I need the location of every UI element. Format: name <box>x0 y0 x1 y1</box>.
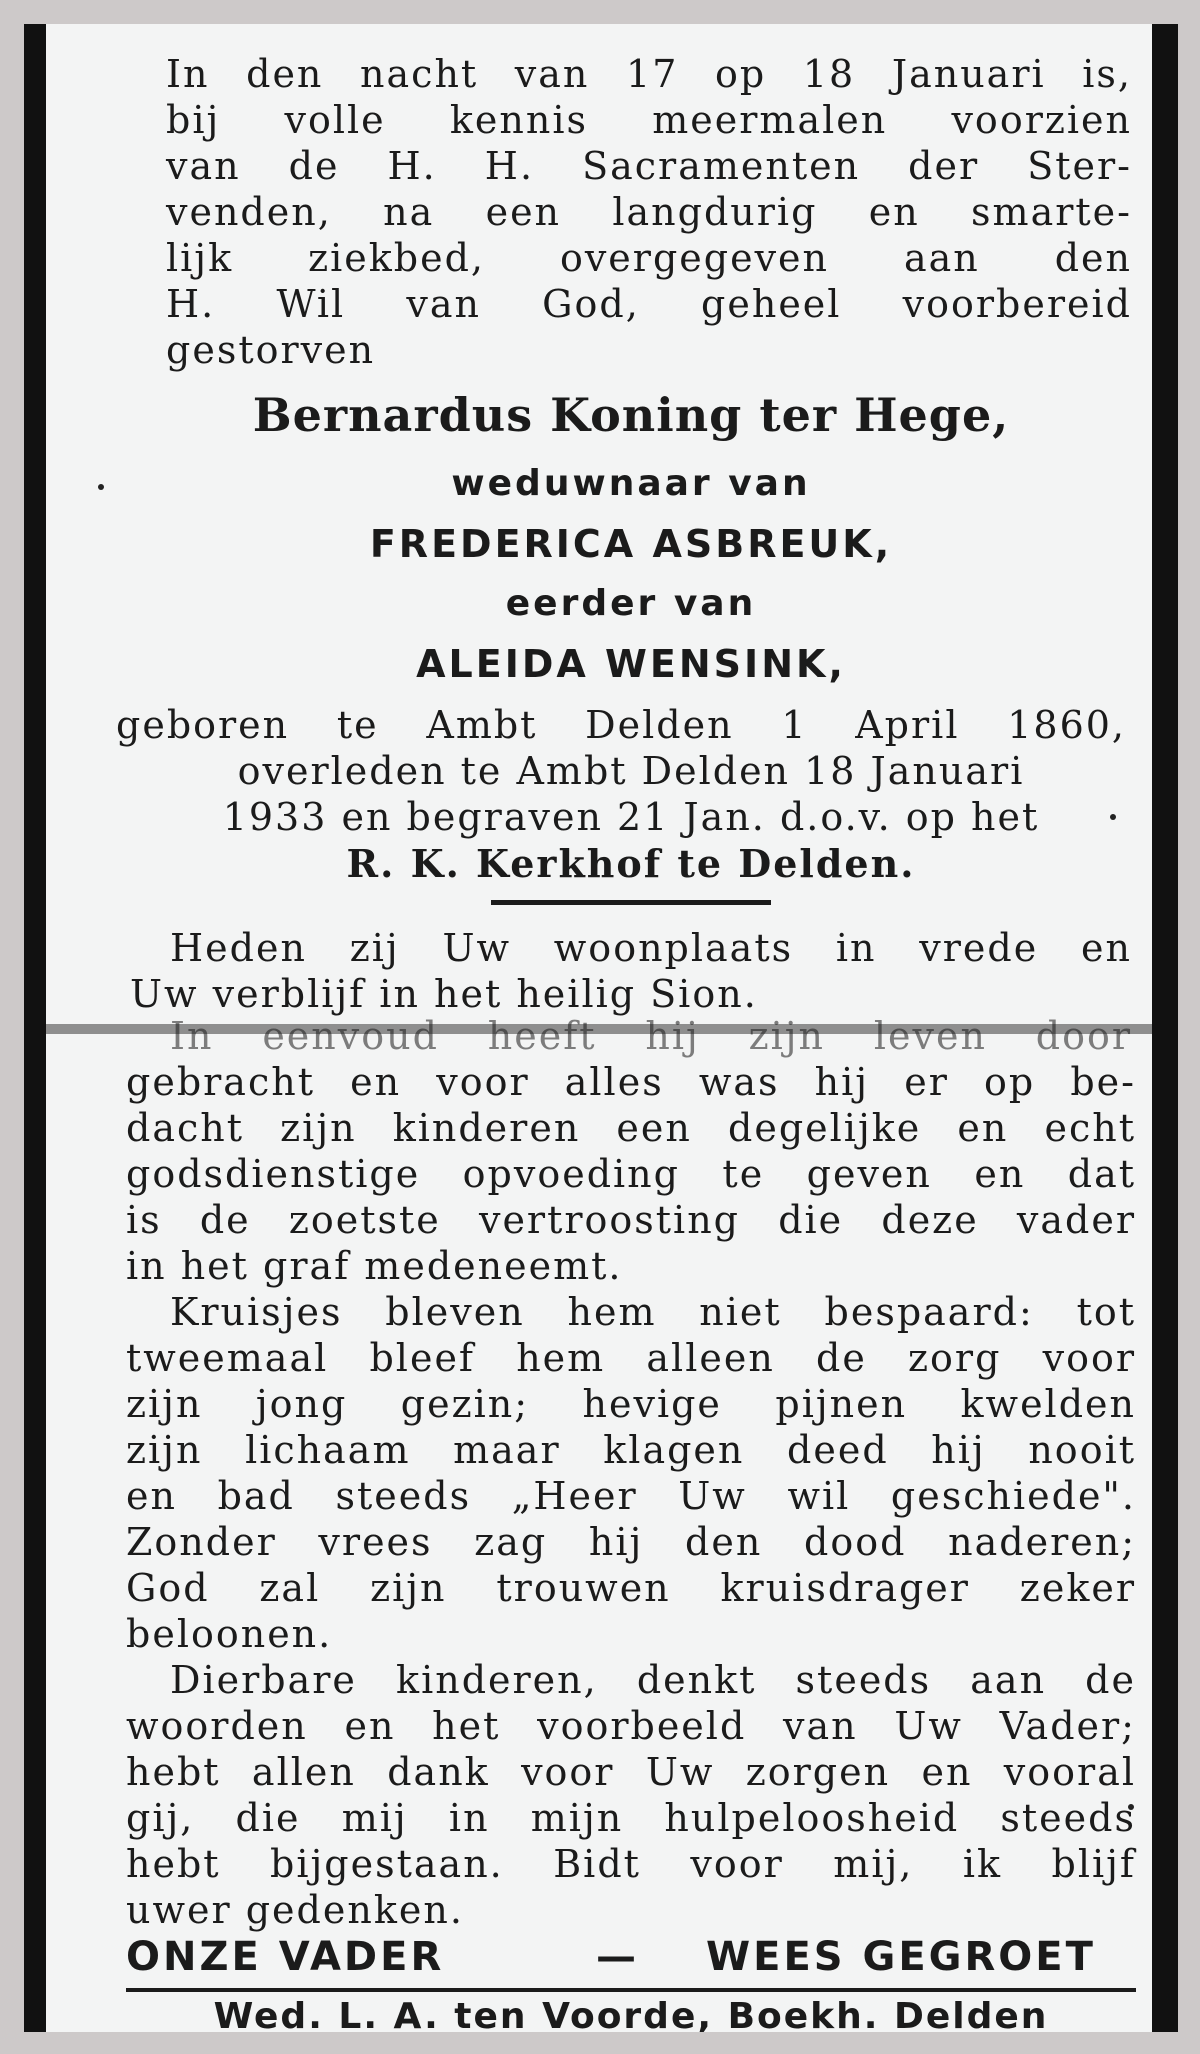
deceased-name: Bernardus Koning ter Hege, <box>252 388 1010 442</box>
prayer-right: WEES GEGROET <box>706 1934 1096 1980</box>
dates-line: geboren te Ambt Delden 1 April 1860, <box>116 703 1126 747</box>
paragraph-2-line: zijn jong gezin; hevige pijnen kwelden <box>126 1382 1136 1426</box>
intro-line: van de H. H. Sacramenten der Ster- <box>166 144 1132 188</box>
paragraph-2-line: Kruisjes bleven hem niet bespaard: tot <box>170 1290 1136 1334</box>
paragraph-2-line: en bad steeds „Heer Uw wil geschiede". <box>126 1474 1136 1518</box>
verse-line: Uw verblijf in het heilig Sion. <box>130 972 758 1016</box>
earlier-label: eerder van <box>505 583 757 624</box>
paragraph-2-line: beloonen. <box>126 1612 333 1656</box>
paragraph-3-line: hebt allen dank voor Uw zorgen en vooral <box>126 1750 1136 1794</box>
paragraph-1-line: in het graf medeneemt. <box>126 1244 623 1288</box>
paragraph-1-line: godsdienstige opvoeding te geven en dat <box>126 1152 1136 1196</box>
prayer-dash: — <box>596 1934 639 1980</box>
paragraph-3-line: Dierbare kinderen, denkt steeds aan de <box>170 1658 1136 1702</box>
paragraph-1-line: In eenvoud heeft hij zijn leven door <box>170 1014 1132 1058</box>
printer-credit: Wed. L. A. ten Voorde, Boekh. Delden <box>213 1996 1049 2032</box>
dates-line: R. K. Kerkhof te Delden. <box>346 841 916 886</box>
intro-line: lijk ziekbed, overgegeven aan den <box>166 236 1132 280</box>
paragraph-2-line: God zal zijn trouwen kruisdrager zeker <box>126 1566 1136 1610</box>
paragraph-3-line: hebt bijgestaan. Bidt voor mij, ik blijf <box>126 1842 1136 1886</box>
paragraph-2-line: tweemaal bleef hem alleen de zorg voor <box>126 1336 1136 1380</box>
paragraph-2-line: zijn lichaam maar klagen deed hij nooit <box>126 1428 1136 1472</box>
paragraph-1-line: gebracht en voor alles was hij er op be- <box>126 1060 1136 1104</box>
spouse-1-name: FREDERICA ASBREUK, <box>369 522 893 566</box>
widower-label: weduwnaar van <box>451 463 811 504</box>
verse-line: Heden zij Uw woonplaats in vrede en <box>170 926 1132 970</box>
intro-line: In den nacht van 17 op 18 Januari is, <box>166 52 1132 96</box>
paragraph-1-line: dacht zijn kinderen een degelijke en echt <box>126 1106 1136 1150</box>
paragraph-2-line: Zonder vrees zag hij den dood naderen; <box>126 1520 1136 1564</box>
intro-line: H. Wil van God, geheel voorbereid <box>166 282 1132 326</box>
spouse-2-name: ALEIDA WENSINK, <box>416 642 846 686</box>
intro-line: bij volle kennis meermalen voorzien <box>166 98 1132 142</box>
memorial-card <box>24 24 1178 2032</box>
intro-line: gestorven <box>166 328 376 372</box>
separator-rule <box>491 900 771 905</box>
intro-line: venden, na een langdurig en smarte- <box>166 190 1132 234</box>
paragraph-3-line: gij, die mij in mijn hulpeloosheid steeds <box>126 1796 1136 1840</box>
dates-line: 1933 en begraven 21 Jan. d.o.v. op het <box>222 795 1040 839</box>
prayer-left: ONZE VADER <box>126 1934 445 1980</box>
speck <box>98 484 104 490</box>
paragraph-3-line: woorden en het voorbeeld van Uw Vader; <box>126 1704 1136 1748</box>
dates-line: overleden te Ambt Delden 18 Januari <box>237 749 1025 793</box>
footer-rule <box>126 1988 1136 1992</box>
paragraph-3-line: uwer gedenken. <box>126 1888 464 1932</box>
paragraph-1-line: is de zoetste vertroosting die deze vader <box>126 1198 1136 1242</box>
